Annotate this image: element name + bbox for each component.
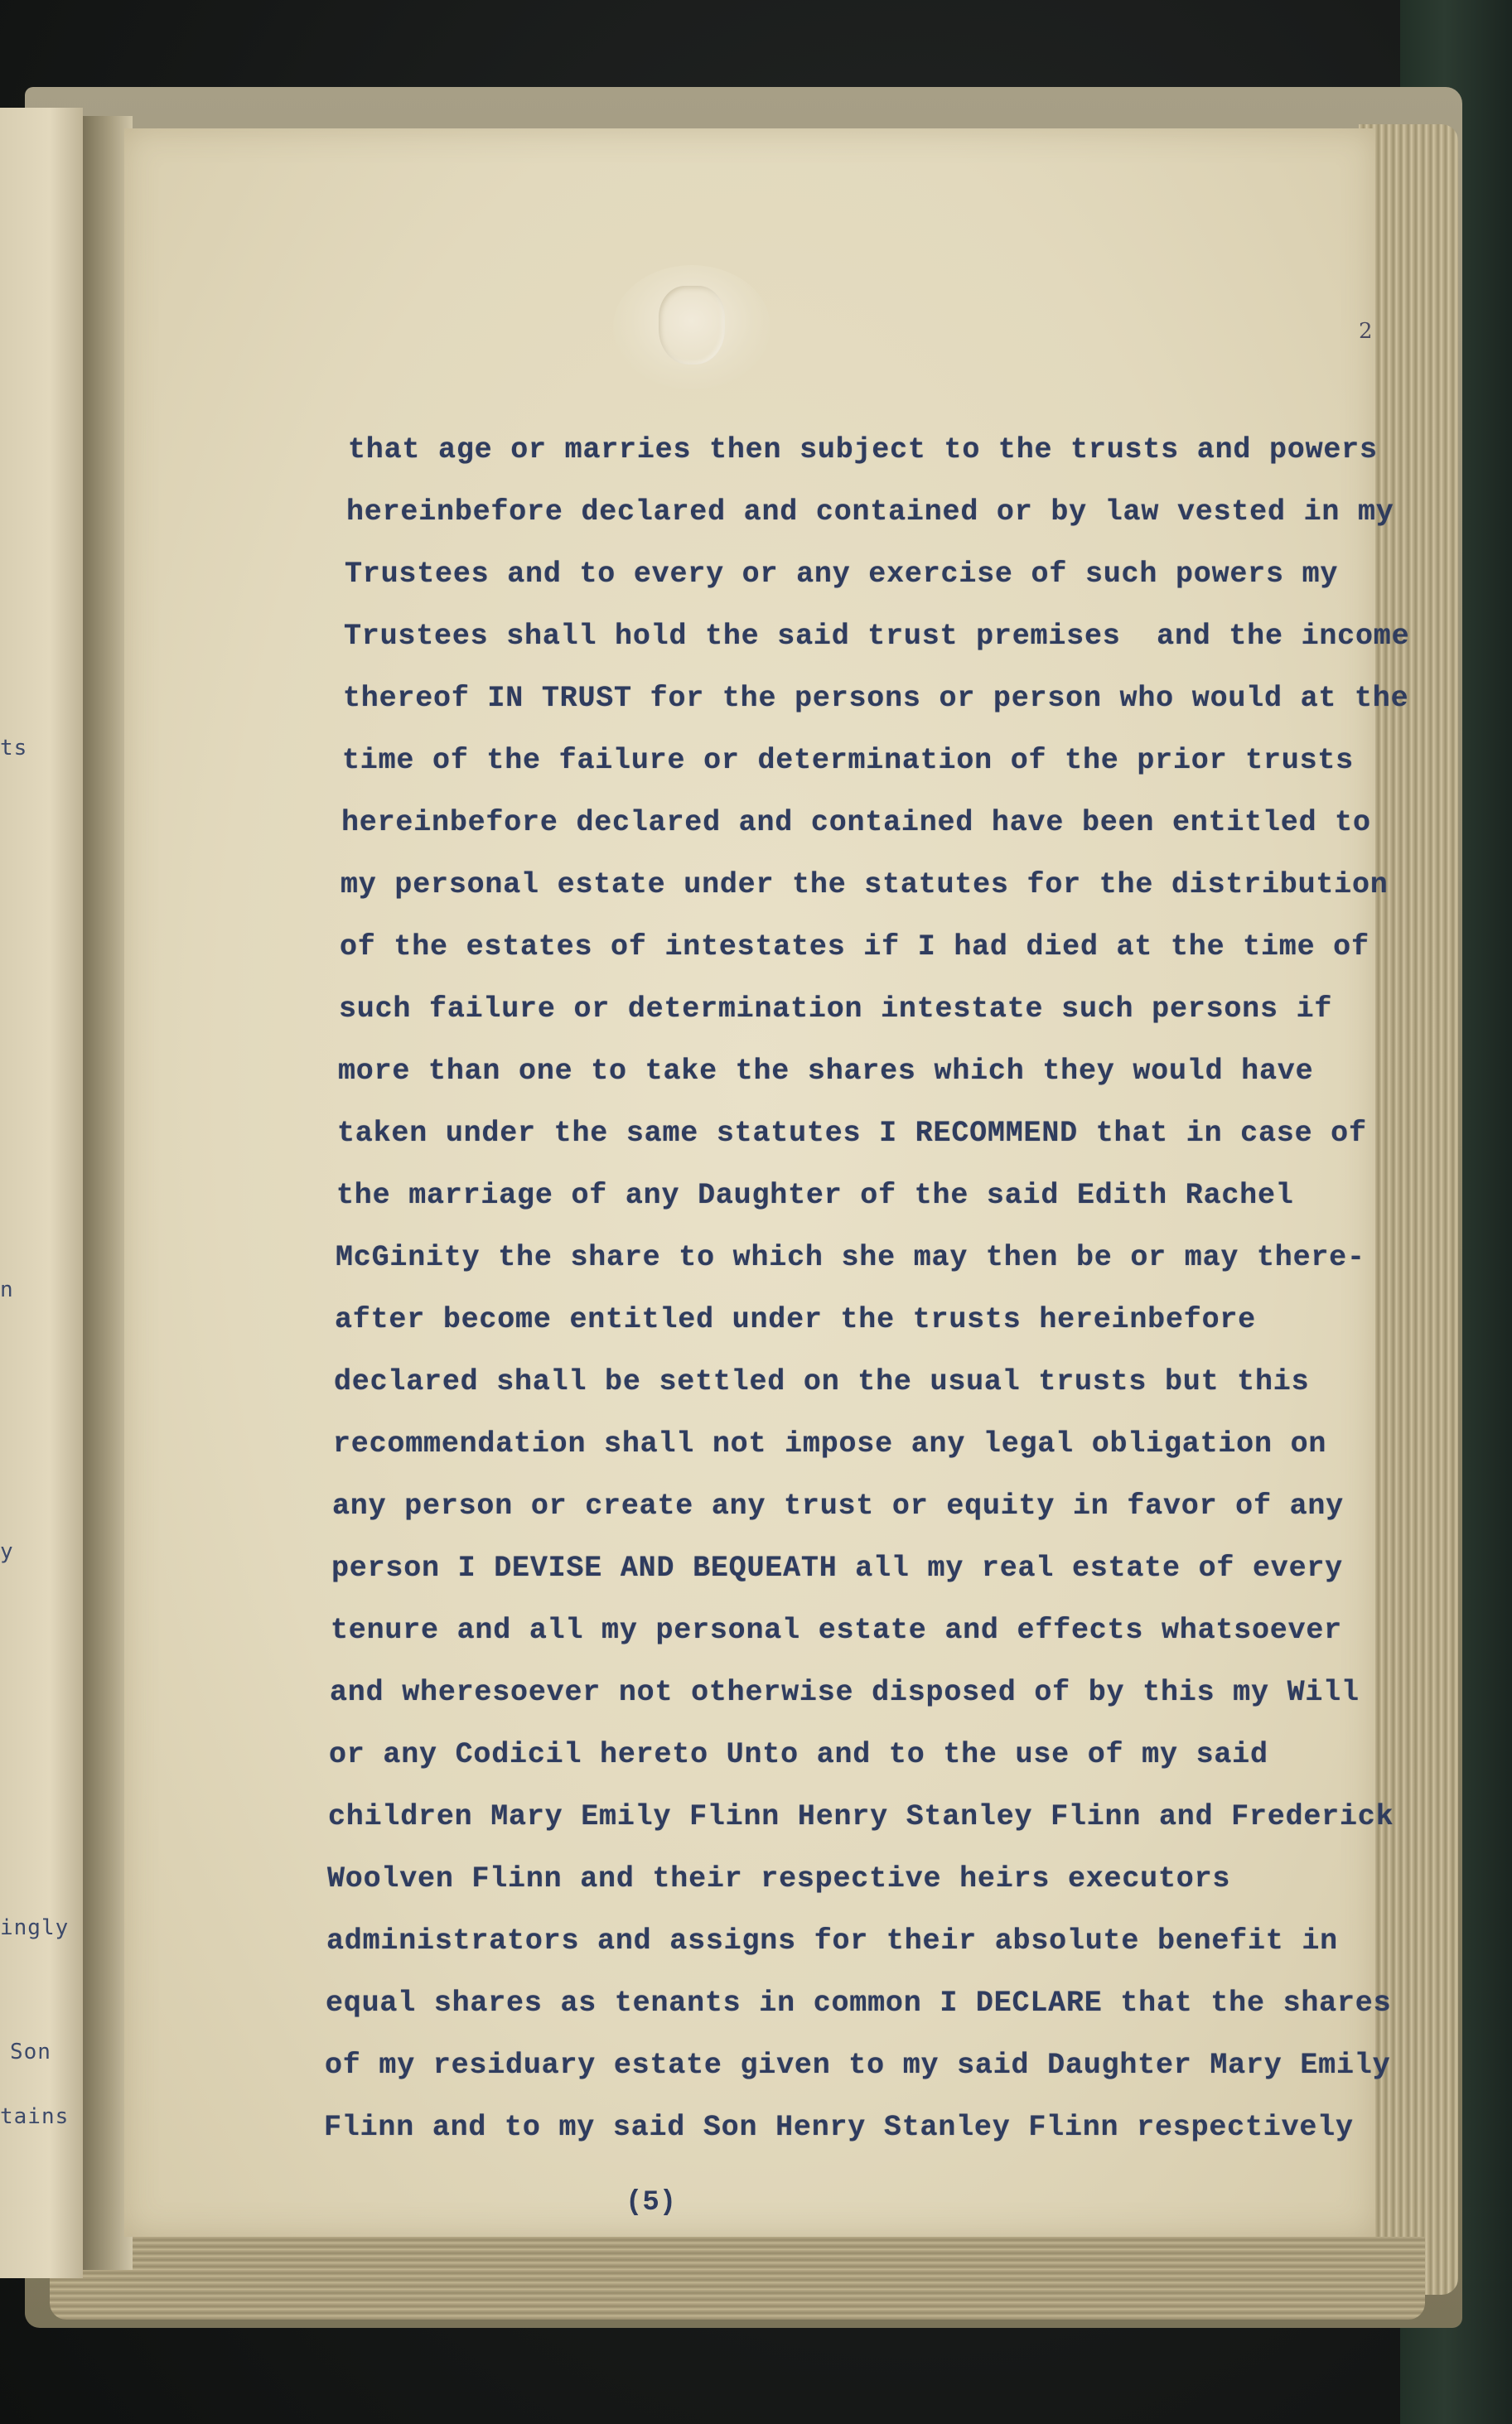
text-line: Trustees and to every or any exercise of such powers my [345, 558, 1339, 591]
text-line: that age or marries then subject to the trusts and powers [348, 433, 1378, 466]
text-line: McGinity the share to which she may then be or may there- [336, 1241, 1365, 1274]
text-line: of the estates of intestates if I had died at the time of [340, 930, 1369, 963]
page-edges-bottom [50, 2237, 1425, 2320]
text-line: Flinn and to my said Son Henry Stanley Flinn respectively [324, 2111, 1354, 2144]
document-page [124, 128, 1410, 2237]
text-line: hereinbefore declared and contained have been entitled to [341, 806, 1371, 839]
text-line: administrators and assigns for their absolute benefit in [326, 1924, 1338, 1958]
text-line: and wheresoever not otherwise disposed of by this my Will [330, 1676, 1360, 1709]
embossed-seal-icon [613, 265, 770, 389]
left-fragment: ingly [0, 1915, 70, 1940]
text-line: after become entitled under the trusts hereinbefore [335, 1303, 1256, 1336]
left-fragment: tains [0, 2104, 70, 2129]
text-line: taken under the same statutes I RECOMMEND that in case of [337, 1117, 1367, 1150]
text-line: thereof IN TRUST for the persons or person who would at the [343, 682, 1409, 715]
text-line: equal shares as tenants in common I DECLARE that the shares [326, 1987, 1392, 2020]
left-fragment: n [0, 1277, 14, 1302]
text-line: time of the failure or determination of the prior trusts [342, 744, 1354, 777]
text-line: of my residuary estate given to my said Daughter Mary Emily [325, 2049, 1391, 2082]
text-line: or any Codicil hereto Unto and to the use of my said [329, 1738, 1268, 1771]
text-line: my personal estate under the statutes for the distribution [341, 868, 1389, 901]
text-line: declared shall be settled on the usual trusts but this [334, 1365, 1310, 1398]
left-fragment: Son [10, 2040, 51, 2064]
text-line: children Mary Emily Flinn Henry Stanley Flinn and Frederick [328, 1800, 1394, 1833]
left-facing-page [0, 108, 83, 2278]
page-number: (5) [626, 2187, 677, 2219]
text-line: person I DEVISE AND BEQUEATH all my real estate of every [331, 1552, 1343, 1585]
text-line: tenure and all my personal estate and effects whatsoever [331, 1614, 1342, 1647]
text-line: the marriage of any Daughter of the said Edith Rachel [336, 1179, 1294, 1212]
text-line: any person or create any trust or equity in favor of any [332, 1490, 1344, 1523]
left-fragment: ts [0, 736, 28, 761]
left-fragment: y [0, 1539, 14, 1564]
text-line: more than one to take the shares which they would have [338, 1055, 1314, 1088]
text-line: recommendation shall not impose any legal obligation on [333, 1427, 1327, 1461]
text-line: hereinbefore declared and contained or by law vested in my [346, 495, 1394, 529]
text-line: Woolven Flinn and their respective heirs executors [327, 1862, 1231, 1895]
text-line: Trustees shall hold the said trust premises and the income [344, 620, 1410, 653]
text-line: such failure or determination intestate such persons if [339, 992, 1333, 1026]
corner-pencil-mark: 2 [1359, 319, 1373, 344]
